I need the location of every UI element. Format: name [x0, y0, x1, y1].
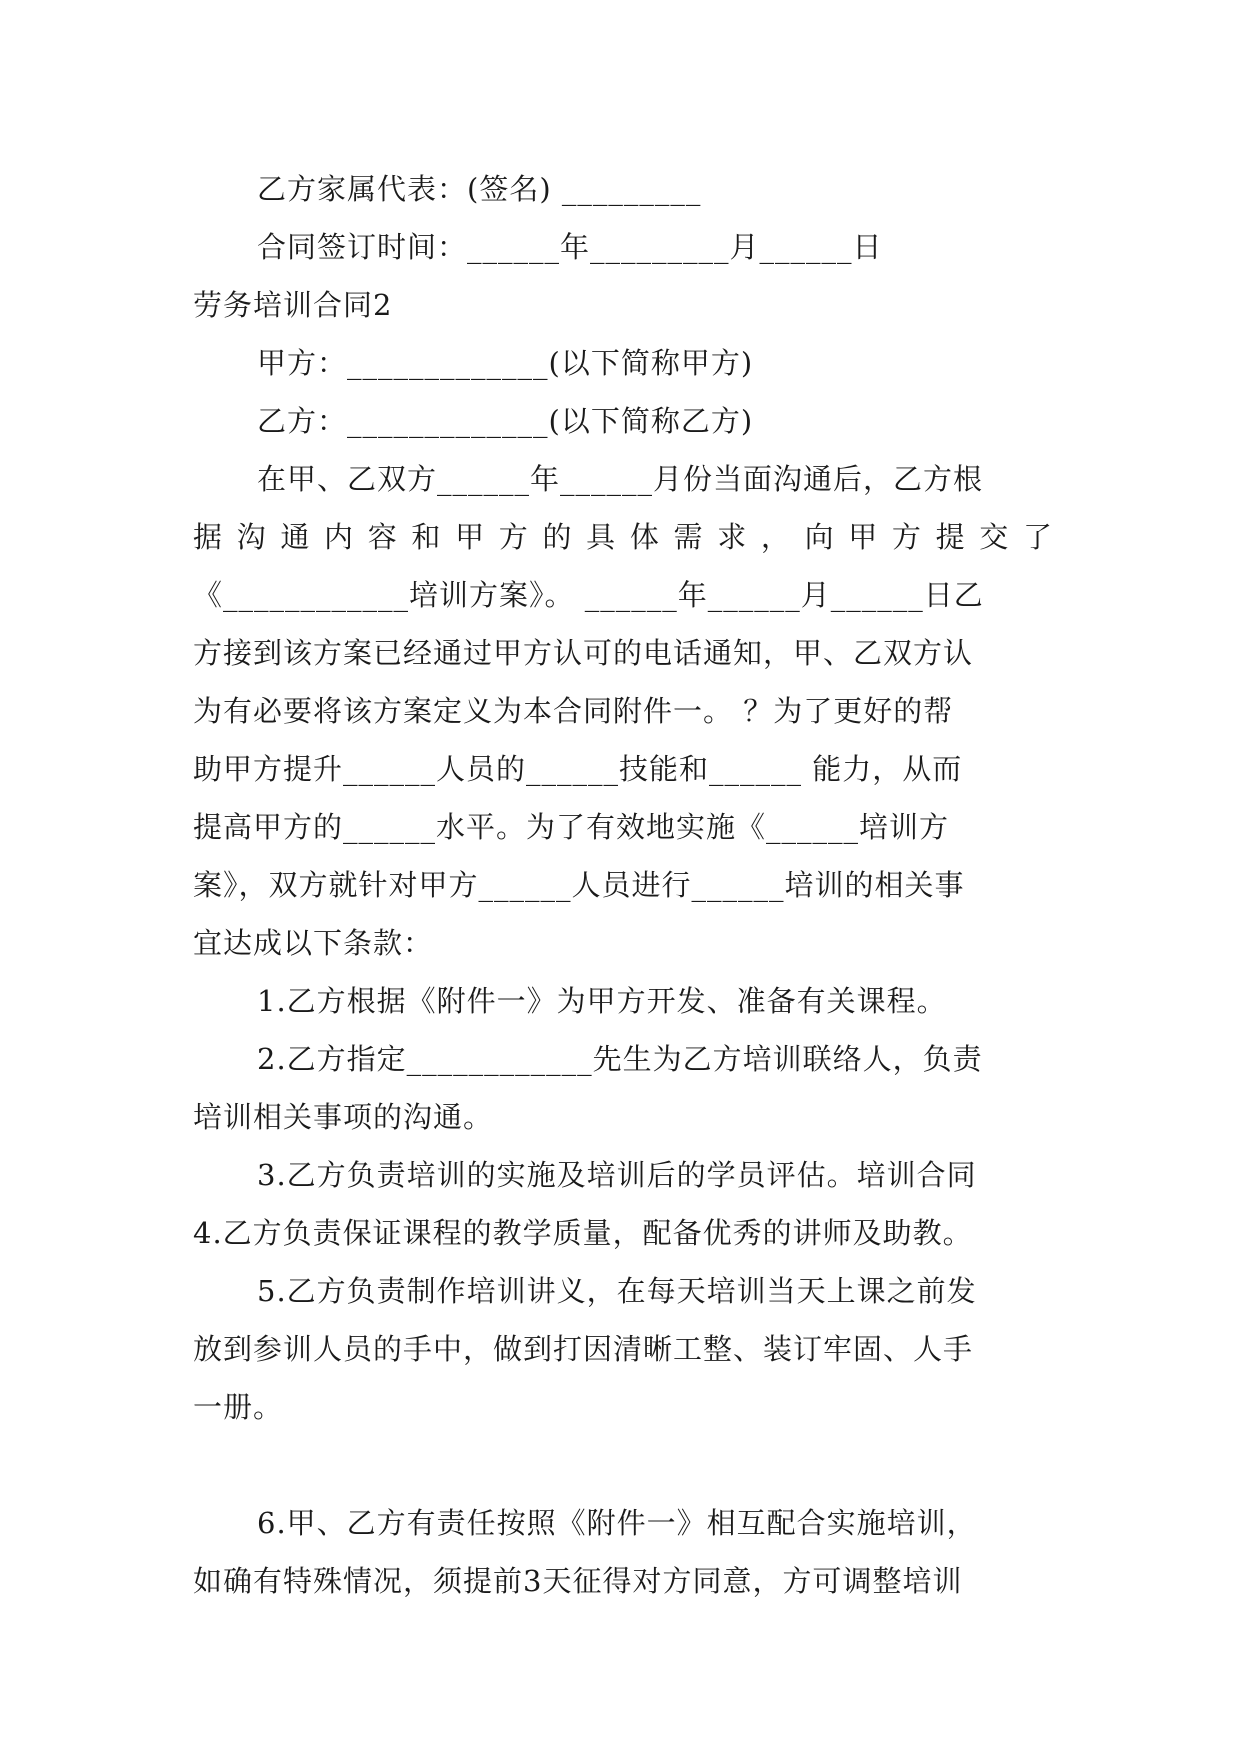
paragraph-line: 《____________培训方案》。 ______年______月______日乙: [193, 578, 984, 612]
paragraph-line: 提高甲方的______水平。为了有效地实施《______培训方: [193, 810, 950, 844]
signature-line-family-representative: 乙方家属代表：(签名) _________: [257, 172, 702, 206]
paragraph-line: 宜达成以下条款：: [193, 926, 434, 960]
clause-5-continued: 放到参训人员的手中，做到打因清晰工整、装订牢固、人手: [193, 1332, 974, 1366]
clause-2: 2.乙方指定____________先生为乙方培训联络人，负责: [257, 1042, 983, 1076]
paragraph-line: 在甲、乙双方______年______月份当面沟通后，乙方根: [257, 462, 984, 496]
paragraph-line: 方接到该方案已经通过甲方认可的电话通知，甲、乙双方认: [193, 636, 974, 670]
party-a-line: 甲方：_____________(以下简称甲方): [257, 346, 754, 380]
party-b-line: 乙方：_____________(以下简称乙方): [257, 404, 754, 438]
clause-4: 4.乙方负责保证课程的教学质量，配备优秀的讲师及助教。: [193, 1216, 973, 1250]
clause-6: 6.甲、乙方有责任按照《附件一》相互配合实施培训，: [257, 1506, 977, 1540]
paragraph-line: 为有必要将该方案定义为本合同附件一。 ？为了更好的帮: [193, 694, 954, 728]
clause-1: 1.乙方根据《附件一》为甲方开发、准备有关课程。: [257, 984, 947, 1018]
blank-line: [193, 1436, 1053, 1494]
document-body: [193, 160, 1053, 1610]
paragraph-line: 案》，双方就针对甲方______人员进行______培训的相关事: [193, 868, 965, 902]
clause-6-continued: 如确有特殊情况，须提前3天征得对方同意，方可调整培训: [193, 1564, 963, 1598]
signature-date-line: 合同签订时间：______年_________月______日: [257, 230, 883, 264]
clause-3: 3.乙方负责培训的实施及培训后的学员评估。培训合同: [257, 1158, 977, 1192]
clause-5-continued: 一册。: [193, 1390, 284, 1424]
clause-2-continued: 培训相关事项的沟通。: [193, 1100, 494, 1134]
paragraph-line: 据沟通内容和甲方的具体需求，向甲方提交了: [193, 520, 1053, 554]
paragraph-line: 助甲方提升______人员的______技能和______ 能力，从而: [193, 752, 963, 786]
section-title: 劳务培训合同2: [193, 288, 393, 322]
clause-5: 5.乙方负责制作培训讲义，在每天培训当天上课之前发: [257, 1274, 977, 1308]
